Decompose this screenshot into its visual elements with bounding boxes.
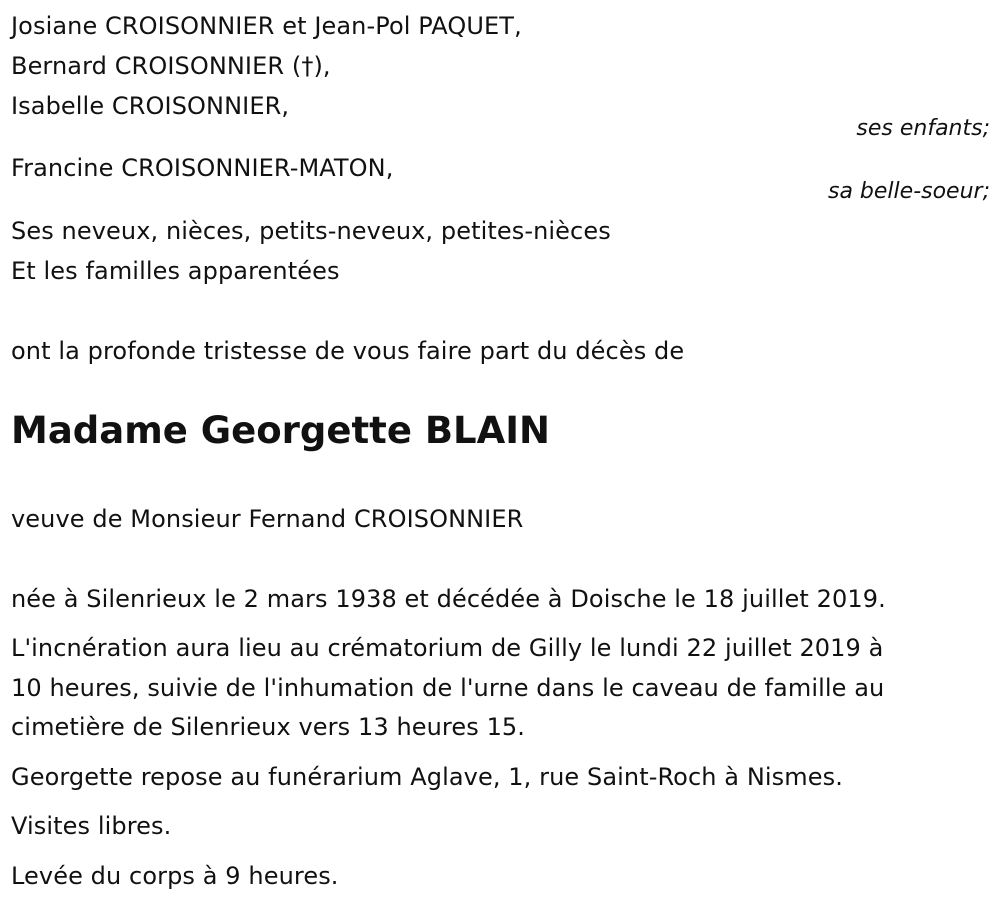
levee-text: Levée du corps à 9 heures.: [11, 862, 339, 890]
family-line-sister-in-law: Francine CROISONNIER-MATON,: [11, 154, 394, 182]
family-line-children-3: Isabelle CROISONNIER,: [11, 92, 290, 120]
deceased-name: Madame Georgette BLAIN: [11, 409, 550, 452]
cremation-line-1: L'incnération aura lieu au crématorium de Gilly le lundi 22 juillet 2019 à: [11, 634, 884, 662]
visits-text: Visites libres.: [11, 812, 172, 840]
announcement-text: ont la profonde tristesse de vous faire part du décès de: [11, 337, 685, 365]
widow-of-text: veuve de Monsieur Fernand CROISONNIER: [11, 505, 524, 533]
birth-death-text: née à Silenrieux le 2 mars 1938 et décédée à Doische le 18 juillet 2019.: [11, 585, 886, 613]
role-children: ses enfants;: [856, 116, 990, 141]
family-line-nephews: Ses neveux, nièces, petits-neveux, petites-nièces: [11, 217, 611, 245]
family-line-children-1: Josiane CROISONNIER et Jean-Pol PAQUET,: [11, 12, 522, 40]
family-line-children-2: Bernard CROISONNIER (†),: [11, 52, 331, 80]
family-line-relatives: Et les familles apparentées: [11, 257, 340, 285]
rest-location-text: Georgette repose au funérarium Aglave, 1, rue Saint-Roch à Nismes.: [11, 763, 843, 791]
cremation-line-3: cimetière de Silenrieux vers 13 heures 15.: [11, 713, 526, 741]
cremation-line-2: 10 heures, suivie de l'inhumation de l'urne dans le caveau de famille au: [11, 674, 885, 702]
role-sister-in-law: sa belle-soeur;: [828, 179, 990, 204]
